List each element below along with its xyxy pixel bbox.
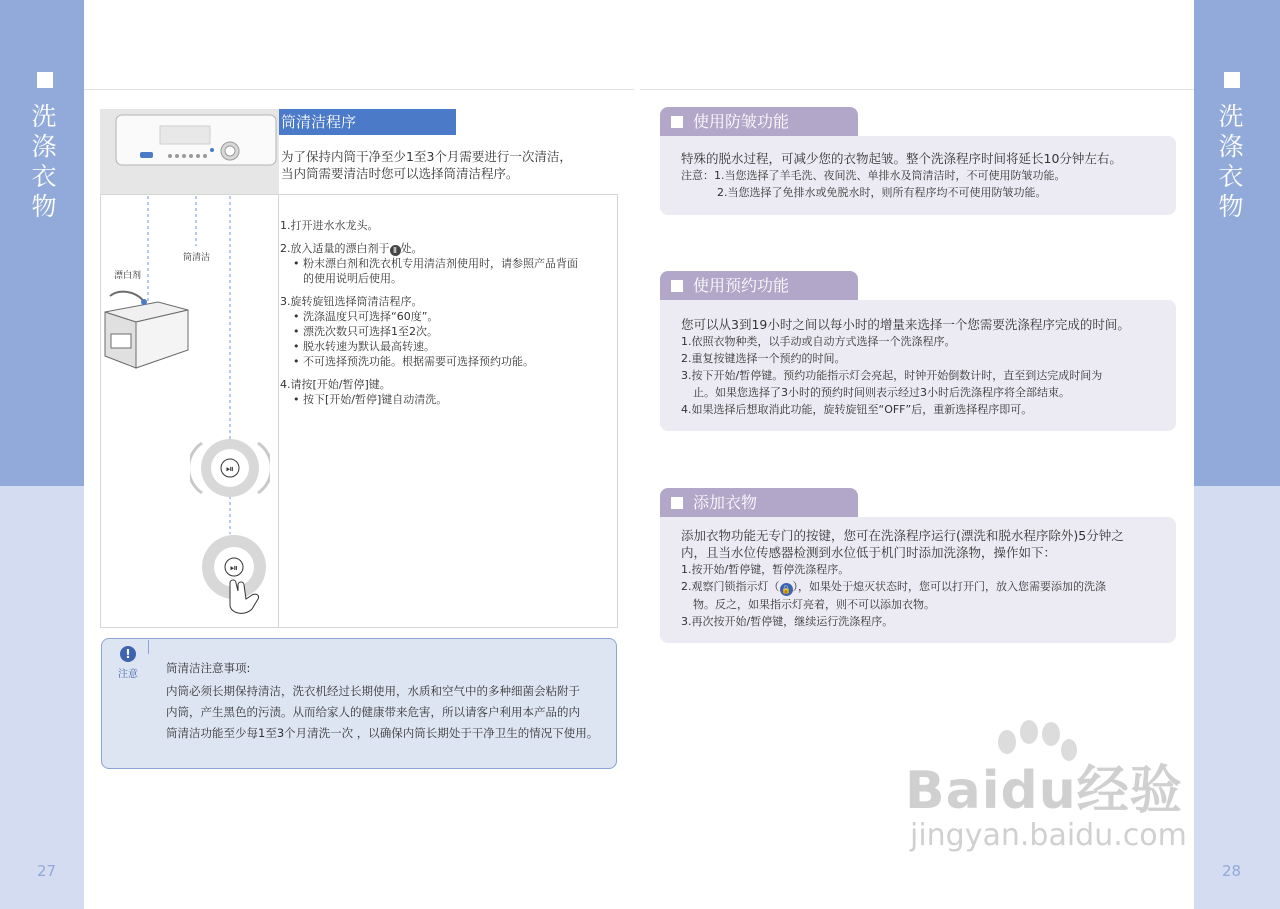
add-laundry-section-tab <box>660 488 858 518</box>
sub-text: 洗涤温度只可选择“60度”。 <box>303 310 439 323</box>
wrinkle-section-title: 使用防皱功能 <box>693 112 790 131</box>
watermark-url: jingyan.baidu.com <box>910 818 1187 853</box>
watermark-brand: Baidu经验 <box>905 761 1183 821</box>
compartment-ii-icon: Ⅱ <box>390 245 401 256</box>
step-4 <box>280 377 612 407</box>
step-2 <box>280 241 612 286</box>
add-lead: 内，且当水位传感器检测到水位低于机门时添加洗涤物，操作如下： <box>681 545 1057 560</box>
step-3-sub: • 不可选择预洗功能。根据需要可选择预约功能。 <box>293 355 534 368</box>
add-laundry-section-text <box>681 527 1161 630</box>
add-line-text-end: ），如果处于熄灭状态时，您可以打开门，放入您需要添加的洗涤 <box>792 580 1106 593</box>
reserve-line: 3.按下开始/暂停键。预约功能指示灯会亮起，时钟开始倒数计时，直至到达完成时间为 <box>681 369 1103 382</box>
add-lead: 添加衣物功能无专门的按键，您可在洗涤程序运行(漂洗和脱水程序除外)5分钟之 <box>681 528 1124 543</box>
caution-body <box>166 681 606 744</box>
square-bullet-icon <box>671 497 683 509</box>
sub-text-cont: 的使用说明后使用。 <box>303 272 402 285</box>
bleach-label: 漂白剂 <box>114 271 142 281</box>
add-line-lock <box>681 578 1161 596</box>
knob-rotate-icon <box>190 435 270 501</box>
wrinkle-lead: 特殊的脱水过程，可减少您的衣物起皱。整个洗涤程序时间将延长10分钟左右。 <box>681 151 1122 166</box>
square-bullet-icon <box>671 116 683 128</box>
svg-text:⏯: ⏯ <box>230 563 238 574</box>
left-square-icon <box>37 72 53 88</box>
drum-clean-intro <box>281 148 601 182</box>
reserve-line: 1.依照衣物种类，以手动或自动方式选择一个洗涤程序。 <box>681 335 956 348</box>
detergent-drawer-icon <box>100 280 195 370</box>
intro-line: 当内筒需要清洁时您可以选择筒清洁程序。 <box>281 166 519 181</box>
left-header-rule <box>84 89 634 90</box>
reserve-line: 2.重复按键选择一个预约的时间。 <box>681 352 846 365</box>
caution-label: 注意 <box>118 669 138 680</box>
step-2-head <box>280 241 612 256</box>
sub-text: 按下[开始/暂停]键自动清洗。 <box>303 393 448 406</box>
reserve-section-text <box>681 316 1161 418</box>
sub-text: 脱水转速为默认最高转速。 <box>303 340 435 353</box>
right-header-rule <box>640 89 1194 90</box>
left-vertical-title: 洗 涤 衣 物 <box>31 102 57 221</box>
reserve-section-title: 使用预约功能 <box>693 276 790 295</box>
add-line: 3.再次按开始/暂停键，继续运行洗涤程序。 <box>681 615 894 628</box>
intro-line: 为了保持内筒干净至少1至3个月需要进行一次清洁， <box>281 149 572 164</box>
sub-text: 不可选择预洗功能。根据需要可选择预约功能。 <box>303 355 534 368</box>
reserve-section-tab <box>660 271 858 301</box>
wrinkle-section-text <box>681 150 1161 201</box>
step-1 <box>280 218 612 233</box>
caution-title: 筒清洁注意事项: <box>166 661 251 675</box>
add-line: 物。反之，如果指示灯亮着，则不可以添加衣物。 <box>693 598 935 611</box>
caution-divider <box>148 640 149 654</box>
reserve-line: 止。如果您选择了3小时的预约时间则表示经过3小时后洗涤程序将全部结束。 <box>693 386 1070 399</box>
step-3-sub: • 洗涤温度只可选择“60度”。 <box>293 310 439 323</box>
step-4-sub: • 按下[开始/暂停]键自动清洗。 <box>293 393 448 406</box>
wrinkle-note-1: 注意：1.当您选择了羊毛洗、夜间洗、单排水及筒清洁时，不可使用防皱功能。 <box>681 169 1066 182</box>
caution-line: 筒清洁功能至少每1至3个月清洗一次 ，以确保内筒长期处于干净卫生的情况下使用。 <box>166 726 599 740</box>
wrinkle-note-2: 2.当您选择了免排水或免脱水时，则所有程序均不可使用防皱功能。 <box>717 186 1047 199</box>
door-lock-icon: 🔒 <box>781 585 791 594</box>
control-panel-illustration <box>100 109 279 195</box>
step-2-text-end: 处。 <box>400 242 423 255</box>
control-panel-icon <box>100 109 279 195</box>
drum-clean-label: 筒清洁 <box>183 253 211 263</box>
add-line: 1.按开始/暂停键，暂停洗涤程序。 <box>681 563 850 576</box>
step-3-sub: • 脱水转速为默认最高转速。 <box>293 340 435 353</box>
reserve-line: 4.如果选择后想取消此功能，旋转旋钮至“OFF”后，重新选择程序即可。 <box>681 403 1033 416</box>
sub-text: 漂洗次数只可选择1至2次。 <box>303 325 438 338</box>
add-laundry-section-title: 添加衣物 <box>693 493 758 512</box>
reserve-lead: 您可以从3到19小时之间以每小时的增量来选择一个您需要洗涤程序完成的时间。 <box>681 317 1130 332</box>
start-pause-press-icon <box>200 533 272 619</box>
drum-clean-steps <box>280 218 612 415</box>
svg-text:⏯: ⏯ <box>226 464 234 475</box>
caution-icon: ! <box>120 646 136 662</box>
caution-line: 内筒，产生黑色的污渍。从而给家人的健康带来危害，所以请客户利用本产品的内 <box>166 705 580 719</box>
step-3 <box>280 294 612 369</box>
wrinkle-section-tab <box>660 107 858 137</box>
left-page-number: 27 <box>37 862 57 880</box>
steps-divider <box>278 194 279 628</box>
right-vertical-title: 洗 涤 衣 物 <box>1218 102 1244 221</box>
step-3-text: 3.旋转旋钮选择筒清洁程序。 <box>280 295 423 308</box>
step-3-sub: • 漂洗次数只可选择1至2次。 <box>293 325 438 338</box>
step-2-text: 2.放入适量的漂白剂于 <box>280 242 390 255</box>
right-page-number: 28 <box>1222 862 1242 880</box>
drum-clean-title: 筒清洁程序 <box>279 109 456 135</box>
sub-text: 粉末漂白剂和洗衣机专用清洁剂使用时，请参照产品背面 <box>303 257 578 270</box>
step-4-text: 4.请按[开始/暂停]键。 <box>280 378 391 391</box>
right-square-icon <box>1224 72 1240 88</box>
step-1-text: 1.打开进水水龙头。 <box>280 219 379 232</box>
step-2-sub: • 粉末漂白剂和洗衣机专用清洁剂使用时，请参照产品背面 的使用说明后使用。 <box>280 256 612 286</box>
square-bullet-icon <box>671 280 683 292</box>
add-line-text: 2.观察门锁指示灯（ <box>681 580 780 593</box>
caution-line: 内筒必须长期保持清洁，洗衣机经过长期使用，水质和空气中的多种细菌会粘附于 <box>166 684 580 698</box>
